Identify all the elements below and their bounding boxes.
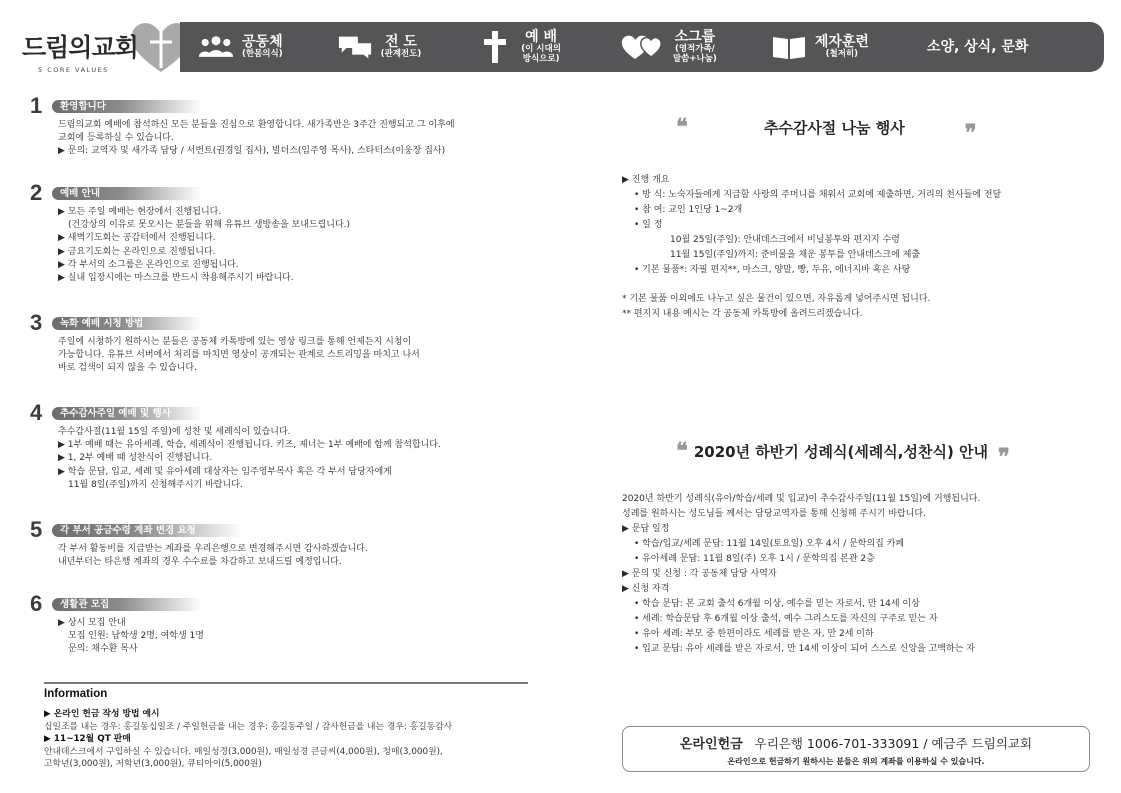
information-rows — [44, 708, 528, 771]
text-line: ▶ 문의 및 신청 : 각 공동체 담당 사역자 — [622, 569, 777, 579]
text-line: 가능합니다. 유튜브 서버에서 처리를 마치면 영상이 공개되는 관계로 스트리밍을 마치고 나서 — [58, 350, 420, 361]
information-title: Information — [44, 688, 108, 700]
people-icon — [198, 32, 234, 62]
offering-account: 우리은행 1006-701-333091 / 예금주 드림의교회 — [754, 736, 1033, 751]
nav-sub: (영적가족/ 말씀+나눔) — [672, 44, 717, 65]
offering-label: 온라인헌금 — [679, 737, 743, 752]
text-line: ** 편지지 내용 예시는 각 공동체 카톡방에 올려드리겠습니다. — [622, 309, 863, 319]
thanksgiving-body — [622, 173, 1092, 322]
core-values-nav — [180, 22, 1104, 72]
text-line: ▶ 모든 주일 예배는 현장에서 진행됩니다. — [58, 207, 222, 217]
text-line: • 기본 물품*: 자필 편지**, 마스크, 양말, 빵, 두유, 에너지바 혹은 사탕 — [634, 265, 911, 275]
text-line: 성례를 원하시는 성도님들 께서는 담당교역자를 통해 신청해 주시기 바랍니다. — [622, 509, 926, 519]
nav-title: 제자훈련 — [814, 34, 869, 51]
sacrament-heading — [676, 432, 1016, 470]
information-text: 고학년(3,000원), 저학년(3,000원), 큐티아이(5,000원) — [44, 759, 262, 769]
offering-note: 온라인으로 헌금하기 원하시는 분들은 위의 계좌를 이용하실 수 있습니다. — [727, 757, 985, 766]
sacrament-body — [622, 492, 1092, 657]
information-heading: ▶ 11~12월 QT 판매 — [44, 734, 131, 744]
section-dormitory — [30, 591, 500, 657]
section-body — [58, 119, 500, 159]
text-line: • 입교 문답: 유아 세례를 받은 자로서, 만 14세 이상이 되어 스스로 신앙을 고백하는 자 — [634, 644, 975, 654]
thanksgiving-heading — [676, 108, 1006, 146]
nav-sub: (관계전도) — [380, 49, 422, 60]
hearts-icon — [621, 32, 665, 62]
text-line: ▶ 실내 입장시에는 마스크를 반드시 착용해주시기 바랍니다. — [58, 273, 294, 284]
text-line — [622, 278, 1092, 292]
nav-title: 예 배 — [525, 29, 558, 46]
information-heading: ▶ 온라인 헌금 작성 방법 예시 — [44, 709, 160, 719]
nav-sub: (한몸의식) — [242, 49, 283, 60]
section-number: 5 — [30, 517, 43, 542]
section-account-change — [30, 517, 500, 569]
nav-evangelism[interactable] — [337, 22, 422, 72]
information-box — [44, 682, 528, 771]
online-offering-box — [622, 726, 1090, 772]
text-line: ▶ 각 부서의 소그룹은 온라인으로 진행됩니다. — [58, 259, 239, 270]
section-number: 3 — [30, 310, 43, 335]
logo-subtext: 5 CORE VALUES — [38, 66, 109, 74]
text-line: 추수감사절(11월 15일 주일)에 성찬 및 세례식이 있습니다. — [58, 427, 291, 437]
text-line: 주일에 시청하기 원하시는 분들은 공동체 카톡방에 있는 영상 링크를 통해 언제든지 시청이 — [58, 337, 412, 347]
book-icon — [771, 32, 807, 62]
information-text: 십일조를 내는 경우: 홍길동십일조 / 주일헌금을 내는 경우: 홍길동주일 / 감사헌금을 내는 경우: 홍길동감사 — [44, 721, 453, 732]
section-title: 생활관 모집 — [52, 598, 202, 611]
section-recorded-worship — [30, 310, 500, 376]
text-line: ▶ 진행 개요 — [622, 175, 670, 185]
nav-title: 공동체 — [242, 34, 283, 51]
text-line: ▶ 상시 모집 안내 — [58, 618, 126, 628]
thanksgiving-title: 추수감사절 나눔 행사 — [763, 118, 905, 137]
text-line: 모집 인원: 남학생 2명, 여학생 1명 — [68, 631, 204, 642]
text-line: ▶ 신청 자격 — [622, 584, 670, 594]
text-line: 바로 검색이 되지 않을 수 있습니다. — [58, 363, 197, 374]
nav-discipleship[interactable] — [771, 22, 869, 72]
text-line: • 참 여: 교인 1인당 1~2개 — [634, 205, 743, 215]
text-line: 각 부서 활동비를 지급받는 계좌를 우리은행으로 변경해주시면 감사하겠습니다. — [58, 544, 368, 554]
logo-text: 드림의교회 — [22, 33, 138, 62]
text-line: (건강상의 이유로 못오시는 분들을 위해 유튜브 생방송을 보내드립니다.) — [68, 220, 351, 231]
nav-culture[interactable] — [927, 22, 1029, 72]
text-line: • 일 정 — [634, 220, 663, 230]
section-title: 녹화 예배 시청 방법 — [52, 317, 202, 330]
section-title: 예배 안내 — [52, 187, 202, 200]
text-line: • 방 식: 노숙자들에게 지급할 사랑의 주머니를 채워서 교회에 제출하면, 거리의 천사들에 전달 — [634, 190, 1002, 200]
text-line: * 기본 물품 이외에도 나누고 싶은 물건이 있으면, 자유롭게 넣어주시면 됩니다. — [622, 294, 931, 304]
section-body — [58, 336, 500, 376]
text-line: 11월 15일(주일)까지: 준비물을 채운 봉투를 안내데스크에 제출 — [670, 250, 921, 260]
text-line: 11월 8일(주일)까지 신청해주시기 바랍니다. — [68, 479, 243, 490]
text-line: 2020년 하반기 성례식(유아/학습/세례 및 입교)이 추수감사주일(11월 15일)에 거행됩니다. — [622, 494, 981, 504]
text-line: 내년부터는 타은행 계좌의 경우 수수료를 차감하고 보내드릴 예정입니다. — [58, 557, 342, 568]
text-line: ▶ 금요기도회는 온라인으로 진행됩니다. — [58, 246, 216, 257]
text-line: • 학습 문답: 본 교회 출석 6개월 이상, 예수를 믿는 자로서, 만 14세 이상 — [634, 599, 920, 609]
text-line: ▶ 문답 일정 — [622, 524, 670, 534]
text-line: 10월 25일(주일): 안내데스크에서 비닐봉투와 편지지 수령 — [670, 235, 900, 245]
nav-title: 소그룹 — [674, 29, 716, 46]
church-logo — [16, 14, 186, 76]
section-number: 4 — [30, 400, 43, 425]
section-worship-info — [30, 180, 500, 285]
nav-community[interactable] — [198, 22, 283, 72]
section-welcome — [30, 93, 500, 159]
text-line: 드림의교회 예배에 참석하신 모든 분들을 진심으로 환영합니다. 새가족반은 3주간 진행되고 그 이후에 — [58, 120, 455, 130]
section-body — [58, 206, 500, 285]
section-thanksgiving-worship — [30, 400, 500, 492]
text-line: ▶ 새벽기도회는 공감터에서 진행됩니다. — [58, 233, 216, 244]
information-text: 안내데스크에서 구입하실 수 있습니다. 매일성경(3,000원), 매일성경 큰글씨(4,000원), 청매(3,000원), — [44, 746, 443, 757]
speech-bubbles-icon — [337, 32, 373, 62]
nav-small-group[interactable] — [621, 22, 717, 72]
close-quote-icon: ❞ — [964, 120, 977, 146]
text-line: ▶ 1부 예배 때는 유아세례, 학습, 세례식이 진행됩니다. 키즈, 제너는 1부 예배에 함께 참석합니다. — [58, 440, 441, 451]
section-number: 1 — [30, 93, 43, 118]
sacrament-title: 2020년 하반기 성례식(세례식,성찬식) 안내 — [693, 442, 989, 461]
text-line: 문의: 채수환 목사 — [68, 644, 138, 655]
section-title: 추수감사주일 예배 및 행사 — [52, 407, 202, 420]
text-line: ▶ 1, 2부 예배 때 성찬식이 진행됩니다. — [58, 453, 213, 464]
nav-sub: (철저히) — [825, 49, 859, 60]
text-line: • 유아세례 문답: 11월 8일(주) 오후 1시 / 문학의집 본관 2층 — [634, 554, 875, 564]
text-line: ▶ 학습 문답, 입교, 세례 및 유아세례 대상자는 임주영부목사 혹은 각 부서 담당자에게 — [58, 466, 392, 477]
nav-title: 전 도 — [384, 34, 417, 51]
text-line: ▶ 문의: 교역자 및 새가족 담당 / 서번트(권경일 집사), 빌더스(임주영 목사), 스타터스(이웅장 집사) — [58, 146, 446, 157]
section-title: 각 부서 공금수령 계좌 변경 요청 — [52, 524, 242, 537]
section-body — [58, 617, 500, 657]
nav-sub: (이 시대의 방식으로) — [521, 44, 561, 65]
open-quote-icon: ❝ — [676, 114, 688, 140]
nav-title: 소양, 상식, 문화 — [926, 38, 1029, 55]
text-line: • 유아 세례: 부모 중 한편이라도 세례를 받은 자, 만 2세 이하 — [634, 629, 874, 639]
section-number: 2 — [30, 180, 43, 205]
text-line: • 세례: 학습문답 후 6개월 이상 출석, 예수 그리스도를 자신의 구주로 믿는 자 — [634, 614, 938, 624]
close-quote-icon: ❞ — [998, 444, 1010, 470]
text-line: 교회에 등록하실 수 있습니다. — [58, 133, 174, 144]
cross-icon — [477, 32, 513, 62]
nav-worship[interactable] — [477, 22, 561, 72]
open-quote-icon: ❝ — [676, 438, 688, 464]
section-body — [58, 426, 500, 492]
text-line: • 학습/입교/세례 문답: 11월 14일(토요일) 오후 4시 / 문학의집 카페 — [634, 539, 905, 549]
section-number: 6 — [30, 591, 43, 616]
section-title: 환영합니다 — [52, 100, 202, 113]
section-body — [58, 543, 500, 569]
